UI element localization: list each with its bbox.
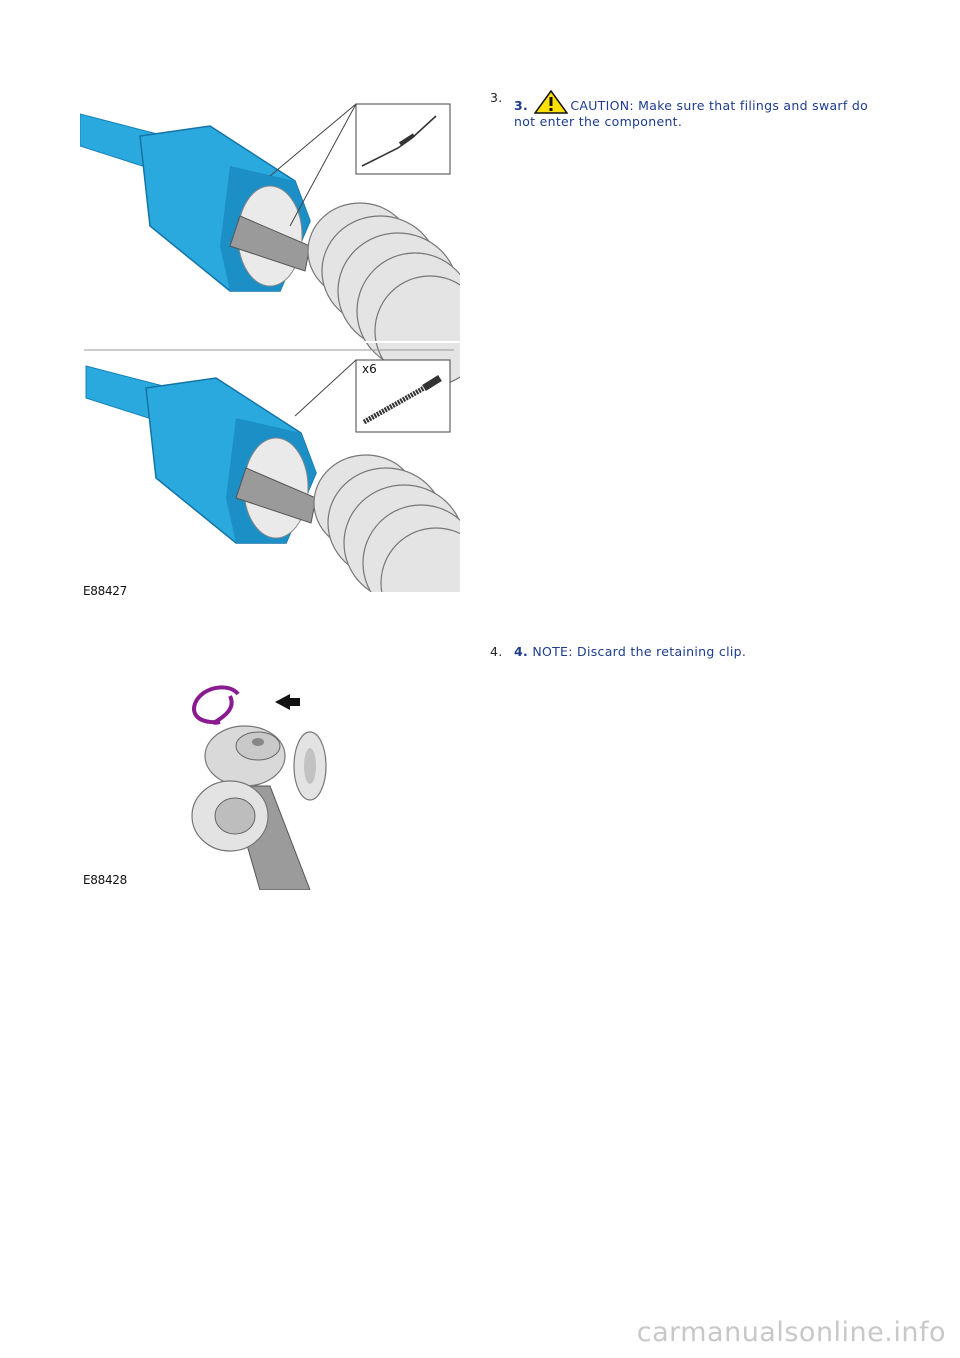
step-outer-number: 3. xyxy=(490,90,503,105)
driveshaft-joint-drawing xyxy=(80,96,460,601)
watermark: carmanualsonline.info xyxy=(636,1317,946,1348)
warning-triangle-icon xyxy=(534,90,568,114)
step-body xyxy=(514,644,884,659)
tripod-joint-drawing xyxy=(80,676,340,890)
illustration-e88427 xyxy=(80,96,460,601)
step-outer-number: 4. xyxy=(490,644,503,659)
step-number: 4. xyxy=(514,644,529,659)
inset-quantity-label: x6 xyxy=(362,362,377,376)
step-number: 3. xyxy=(514,98,529,113)
figure-id-label: E88428 xyxy=(83,873,127,887)
arrow-icon xyxy=(275,694,300,710)
upper-panel xyxy=(80,104,460,386)
figure-id-label: E88427 xyxy=(83,584,127,598)
retaining-clip xyxy=(194,687,238,722)
step-text: CAUTION: Make sure that filings and swarf do not enter the component. xyxy=(514,98,869,129)
step-body xyxy=(514,90,884,129)
illustration-e88428 xyxy=(80,676,340,890)
step-text: NOTE: Discard the retaining clip. xyxy=(532,644,747,659)
